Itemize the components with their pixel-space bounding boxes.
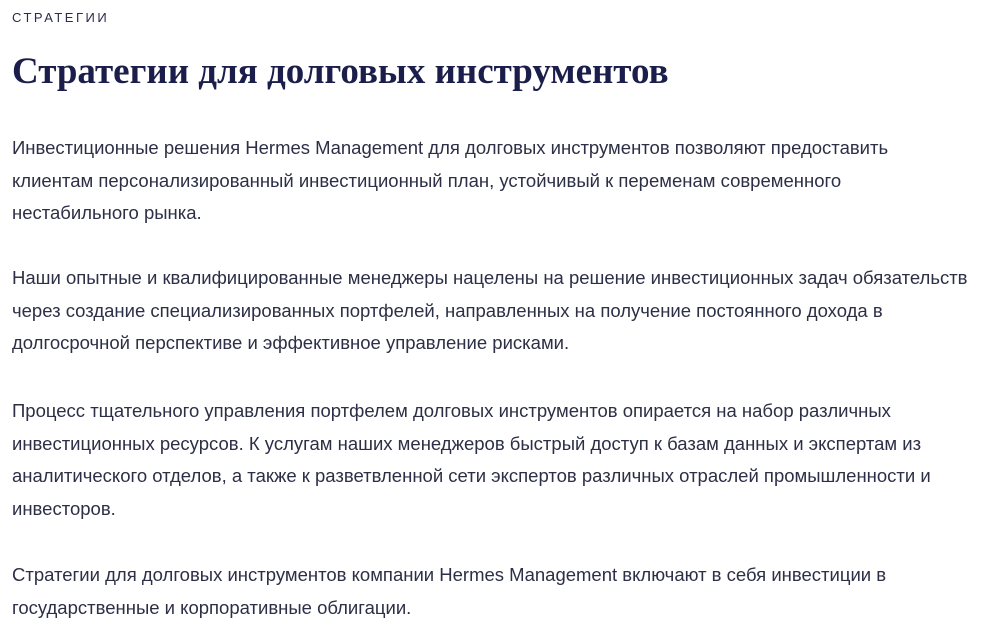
paragraph-process	[12, 395, 1002, 525]
paragraph-line: нестабильного рынка.	[12, 202, 202, 224]
paragraph-line: Стратегии для долговых инструментов компании Hermes Management включают в себя инвестиции в	[12, 564, 887, 585]
paragraph-line: клиентам персонализированный инвестиционный план, устойчивый к переменам современного	[12, 169, 842, 191]
paragraph-managers	[12, 262, 1002, 360]
paragraph-intro	[12, 132, 1002, 230]
paragraph-line: Процесс тщательного управления портфелем долговых инструментов опирается на набор различных	[12, 400, 891, 421]
paragraph-line: аналитического отделов, а также к разветвленной сети экспертов различных отраслей промышленности и	[12, 465, 931, 487]
section-eyebrow: СТРАТЕГИИ	[12, 10, 110, 25]
paragraph-line: через создание специализированных портфелей, направленных на получение постоянного дохода в	[12, 299, 883, 321]
paragraph-strategies	[12, 559, 1002, 624]
paragraph-line: долгосрочной перспективе и эффективное управление рисками.	[12, 332, 570, 354]
paragraph-line: Наши опытные и квалифицированные менеджеры нацелены на решение инвестиционных задач обязательств	[12, 267, 968, 288]
paragraph-line: инвестиционных ресурсов. К услугам наших менеджеров быстрый доступ к базам данных и экспертам из	[12, 432, 922, 454]
paragraph-line: государственные и корпоративные облигации.	[12, 596, 412, 618]
paragraph-line: Инвестиционные решения Hermes Management для долговых инструментов позволяют предоставить	[12, 137, 889, 158]
paragraph-line: инвесторов.	[12, 497, 116, 519]
page-title: Стратегии для долговых инструментов	[12, 51, 669, 92]
